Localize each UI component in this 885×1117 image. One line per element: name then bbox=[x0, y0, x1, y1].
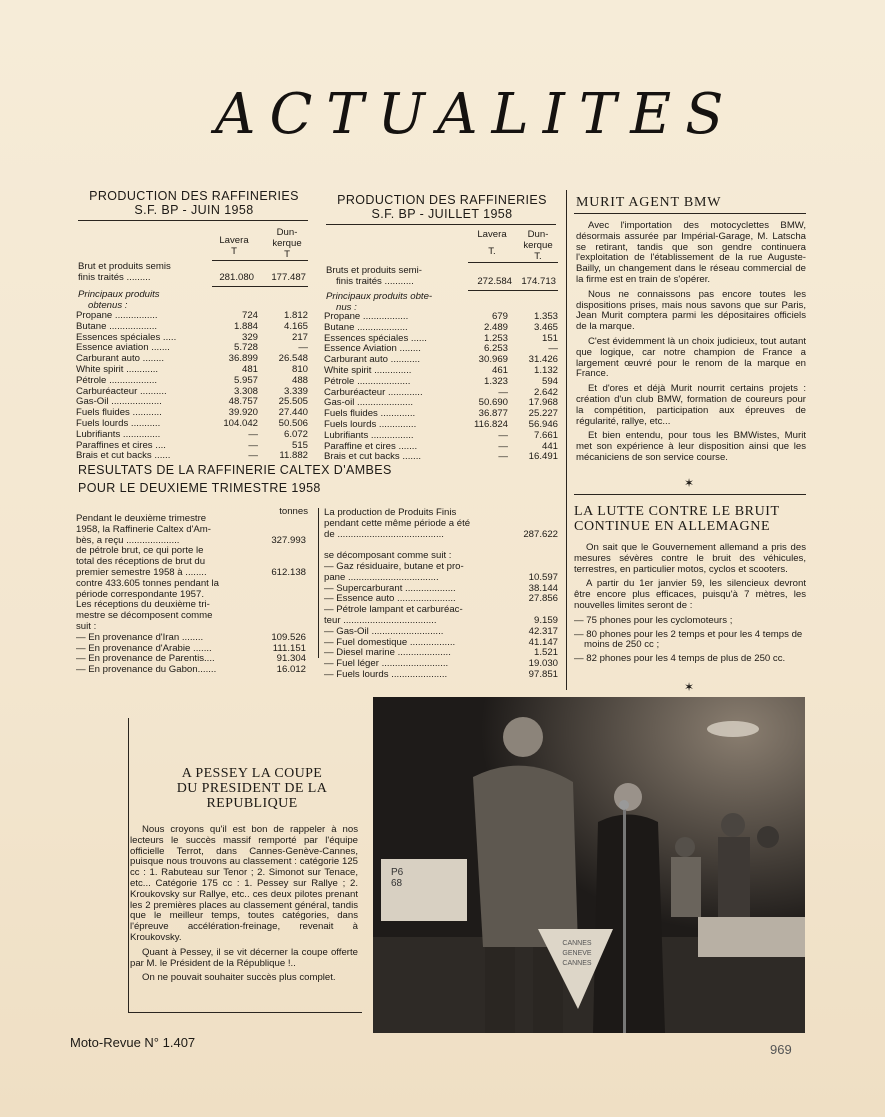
line-value: 287.622 bbox=[523, 528, 558, 540]
row-label: Butane ................... bbox=[324, 322, 408, 333]
row-value-dunkerque: 151 bbox=[541, 332, 558, 344]
row-label: Pétrole .................. bbox=[76, 375, 158, 386]
line-value: 91.304 bbox=[276, 653, 306, 665]
line-value: 27.856 bbox=[528, 593, 558, 605]
row-value-lavera: 679 bbox=[491, 311, 508, 322]
text-line bbox=[324, 616, 558, 627]
juin-col-lavera-line2: T bbox=[231, 245, 237, 257]
line-value: 9.159 bbox=[533, 614, 558, 626]
juillet-col-lavera-line1: Lavera bbox=[477, 229, 507, 240]
murit-paragraph: Et bien entendu, pour tous les BMWistes, Murit met son expérience à leur disposition ainsi que les mécaniciens de son service course. bbox=[576, 430, 806, 463]
text-line bbox=[324, 594, 558, 605]
row-value-lavera: 36.899 bbox=[228, 353, 258, 365]
line-value: 42.317 bbox=[528, 625, 558, 637]
table-row bbox=[324, 452, 558, 463]
row-value-dunkerque: 515 bbox=[291, 439, 308, 451]
line-text: de ........................................ bbox=[324, 529, 444, 540]
line-value bbox=[258, 579, 306, 590]
line-text: — En provenance du Gabon....... bbox=[76, 665, 217, 676]
line-value: 41.147 bbox=[528, 636, 558, 648]
juin-title-rule bbox=[78, 220, 308, 221]
table-row bbox=[324, 355, 558, 366]
juillet-sub-label-line1: Principaux produits obte- bbox=[326, 291, 433, 302]
table-row bbox=[76, 354, 308, 365]
bruit-top-rule bbox=[574, 494, 806, 495]
juin-bruts-v2: 177.487 bbox=[271, 272, 306, 283]
row-value-lavera: — bbox=[498, 429, 508, 441]
line-value bbox=[510, 508, 558, 519]
line-value bbox=[510, 551, 558, 562]
line-text: teur ................................... bbox=[324, 615, 437, 626]
caltex-title-line1: RESULTATS DE LA RAFFINERIE CALTEX D'AMBES bbox=[78, 463, 392, 477]
line-text: contre 433.605 tonnes pendant la bbox=[76, 578, 219, 589]
line-value bbox=[258, 590, 306, 601]
line-text: de pétrole brut, ce qui porte le bbox=[76, 546, 204, 557]
juin-col-dunkerque bbox=[264, 228, 310, 260]
juin-title-line2: S.F. BP - JUIN 1958 bbox=[134, 203, 254, 217]
juin-rows bbox=[76, 311, 308, 462]
row-label: Fuels fluides ............. bbox=[324, 409, 416, 420]
row-value-lavera: 6.253 bbox=[483, 343, 508, 355]
pessey-title bbox=[150, 766, 354, 811]
line-value: 10.597 bbox=[528, 571, 558, 583]
text-line bbox=[76, 579, 306, 590]
juillet-header-rule bbox=[468, 262, 558, 263]
table-row bbox=[76, 343, 308, 354]
line-text: — Fuels lourds ..................... bbox=[324, 669, 448, 680]
juin-title bbox=[78, 189, 310, 217]
row-value-dunkerque: 1.132 bbox=[533, 364, 558, 376]
text-line bbox=[324, 605, 558, 616]
juin-bruts-v1: 281.080 bbox=[219, 272, 254, 283]
line-text: pendant cette même période a été bbox=[324, 518, 471, 529]
text-line bbox=[76, 536, 306, 547]
row-label: Brais et cut backs ....... bbox=[324, 452, 422, 463]
line-text: — Gaz résiduaire, butane et pro- bbox=[324, 561, 464, 572]
text-line bbox=[76, 665, 306, 676]
row-value-lavera: — bbox=[498, 451, 508, 463]
bruit-title-line2: CONTINUE EN ALLEMAGNE bbox=[574, 519, 771, 534]
row-label: Carburéacteur .......... bbox=[76, 386, 167, 397]
murit-body bbox=[576, 221, 806, 468]
row-value-lavera: 461 bbox=[491, 364, 508, 376]
juin-bruts-label-line1: Brut et produits semis bbox=[78, 261, 171, 272]
juillet-col-dunkerque-line2: kerque bbox=[523, 239, 553, 251]
caltex-right-column bbox=[324, 508, 558, 681]
juillet-bruts-label-line2: finis traités ........... bbox=[336, 275, 414, 287]
table-row bbox=[324, 431, 558, 442]
text-line bbox=[324, 627, 558, 638]
text-line bbox=[76, 633, 306, 644]
row-value-dunkerque: 1.353 bbox=[533, 311, 558, 322]
table-row bbox=[76, 451, 308, 462]
murit-title: MURIT AGENT BMW bbox=[576, 195, 722, 210]
row-label: Gas-oil ..................... bbox=[324, 398, 414, 409]
juillet-col-dunkerque-line1: Dun- bbox=[527, 229, 549, 240]
juillet-bruts-label-line1: Bruts et produits semi- bbox=[326, 265, 422, 276]
row-value-dunkerque: 16.491 bbox=[528, 451, 558, 463]
table-row bbox=[324, 377, 558, 388]
pessey-paragraph: Nous croyons qu'il est bon de rappeler à nos lecteurs le succès massif remporté par l'équipe officielle Terrot, dans Cannes-Genève-Cannes, puisque nous trouvons au classement : catégorie 125 cc : 1. Rabuteau sur Tenor ; 2. Simonot sur Tenace, etc... Catégorie 175 cc : 1. Pessey sur Rallye ; 2. Kroukovsky sur Rallye, etc.. ces deux pilotes prenant les 2 premières places au classement général, tandis que le meilleur temps, toutes catégories, dans l'épreuve accélération-freinage, revenait à Kroukovsky. bbox=[130, 824, 358, 943]
line-text: suit : bbox=[76, 621, 97, 632]
table-row bbox=[76, 430, 308, 441]
juin-sub-label-line2: obtenus : bbox=[88, 299, 128, 311]
row-value-dunkerque: 31.426 bbox=[528, 354, 558, 366]
text-line bbox=[76, 525, 306, 536]
table-row bbox=[324, 312, 558, 323]
row-value-dunkerque: 26.548 bbox=[278, 353, 308, 365]
line-text: — Fuel léger ......................... bbox=[324, 659, 449, 670]
text-line bbox=[76, 611, 306, 622]
row-value-lavera: 39.920 bbox=[228, 407, 258, 419]
row-value-dunkerque: 25.505 bbox=[278, 396, 308, 408]
text-line bbox=[324, 670, 558, 681]
row-value-lavera: 48.757 bbox=[228, 396, 258, 408]
line-text: 1958, la Raffinerie Caltex d'Am- bbox=[76, 524, 211, 535]
event-photo bbox=[373, 697, 805, 1033]
juillet-col-dunkerque bbox=[516, 230, 560, 262]
line-value: 109.526 bbox=[271, 631, 306, 643]
table-row bbox=[76, 441, 308, 452]
juillet-title-rule bbox=[326, 224, 556, 225]
murit-paragraph: Et d'ores et déjà Murit nourrit certains projets : création d'un club BMW, formation de coureurs pour la compétition, participation aux épreuves de régularité, rallye, etc... bbox=[576, 383, 806, 427]
row-value-dunkerque: 6.072 bbox=[283, 428, 308, 440]
line-value: 1.521 bbox=[533, 647, 558, 659]
star-separator-1: ✶ bbox=[684, 476, 695, 490]
bruit-title bbox=[574, 504, 806, 534]
row-label: Carburant auto ........... bbox=[324, 355, 420, 366]
line-text: — Fuel domestique ................. bbox=[324, 637, 456, 648]
row-label: Carburéacteur ............. bbox=[324, 387, 423, 398]
line-text bbox=[324, 540, 510, 551]
photo-plate-line2: 68 bbox=[391, 878, 403, 889]
text-line bbox=[324, 648, 558, 659]
table-row bbox=[324, 334, 558, 345]
juillet-bruts-label bbox=[326, 266, 468, 288]
table-row bbox=[76, 408, 308, 419]
text-line bbox=[324, 551, 558, 562]
line-value bbox=[258, 611, 306, 622]
row-value-lavera: 116.824 bbox=[474, 418, 508, 430]
line-value: 612.138 bbox=[271, 566, 306, 578]
event-photo-illustration bbox=[373, 697, 805, 1033]
line-value bbox=[258, 525, 306, 536]
murit-paragraph: Avec l'importation des motocyclettes BMW, désormais assurée par Impérial-Garage, M. Latscha se retirant, tandis que son gendre continuera l'exploitation de l'établissement de la rue Auguste-Bailly, un changement dans le réseau commercial de la firme est en train de s'opérer. bbox=[576, 220, 806, 285]
table-row bbox=[324, 388, 558, 399]
text-line bbox=[76, 546, 306, 557]
caltex-unit: tonnes bbox=[279, 506, 308, 517]
row-label: Essence aviation ....... bbox=[76, 343, 170, 354]
table-row bbox=[324, 409, 558, 420]
table-row bbox=[324, 420, 558, 431]
text-line bbox=[324, 519, 558, 530]
line-value bbox=[258, 514, 306, 525]
juillet-title bbox=[326, 193, 558, 221]
juin-bruts-label bbox=[78, 262, 213, 284]
juillet-sub-label-line2: nus : bbox=[336, 301, 357, 313]
text-line bbox=[76, 568, 306, 579]
line-text: Pendant le deuxième trimestre bbox=[76, 514, 207, 524]
murit-title-rule bbox=[574, 213, 806, 214]
row-value-dunkerque: 25.227 bbox=[528, 408, 558, 420]
caltex-title-line2: POUR LE DEUXIEME TRIMESTRE 1958 bbox=[78, 481, 321, 495]
row-value-dunkerque: 50.506 bbox=[278, 417, 308, 429]
juin-header-rule bbox=[212, 260, 308, 261]
photo-pennant bbox=[555, 939, 599, 969]
photo-pennant-line2: GENEVE bbox=[562, 950, 592, 957]
row-label: White spirit .............. bbox=[324, 365, 412, 376]
line-text: total des réceptions de brut du bbox=[76, 557, 206, 568]
row-value-lavera: 50.690 bbox=[478, 397, 508, 409]
row-label: Lubrifiants .............. bbox=[76, 429, 161, 440]
juin-sub-label bbox=[78, 290, 218, 312]
line-value bbox=[258, 546, 306, 557]
line-value: 38.144 bbox=[528, 582, 558, 594]
row-value-dunkerque: 3.339 bbox=[283, 385, 308, 397]
juillet-col-lavera-line2: T. bbox=[488, 245, 496, 257]
juillet-sub-label bbox=[326, 292, 468, 314]
text-line bbox=[324, 508, 558, 519]
pessey-title-line3: REPUBLIQUE bbox=[206, 796, 298, 811]
row-label: Fuels fluides ........... bbox=[76, 408, 162, 419]
line-text: La production de Produits Finis bbox=[324, 508, 457, 518]
noise-limit-item: — 75 phones pour les cyclomoteurs ; bbox=[574, 614, 733, 626]
line-text: période correspondante 1957. bbox=[76, 589, 205, 600]
juillet-bruts-rule bbox=[468, 290, 558, 291]
line-text: — En provenance de Parentis.... bbox=[76, 654, 215, 665]
line-text: — Essence auto ...................... bbox=[324, 594, 456, 605]
row-value-dunkerque: 1.812 bbox=[283, 310, 308, 321]
juillet-title-line1: PRODUCTION DES RAFFINERIES bbox=[337, 193, 547, 207]
juillet-bruts-v2: 174.713 bbox=[521, 276, 556, 287]
row-value-dunkerque: 4.165 bbox=[283, 320, 308, 332]
line-text: Les réceptions du deuxième tri- bbox=[76, 600, 210, 611]
photo-plate-line1: P6 bbox=[391, 867, 404, 878]
line-text: bès, a reçu .................... bbox=[76, 535, 180, 546]
juin-bruts-rule bbox=[212, 286, 308, 287]
text-line bbox=[324, 540, 558, 551]
juin-bruts-label-line2: finis traités ......... bbox=[78, 271, 151, 283]
page-headline: ACTUALITES bbox=[215, 82, 738, 147]
row-label: Paraffines et cires .... bbox=[76, 440, 166, 451]
juin-col-dunkerque-line2: kerque bbox=[272, 237, 302, 249]
row-value-dunkerque: 441 bbox=[541, 440, 558, 452]
row-value-dunkerque: 17.968 bbox=[528, 397, 558, 409]
row-label: Carburant auto ........ bbox=[76, 354, 164, 365]
caltex-column-divider bbox=[318, 508, 319, 658]
row-label: Propane ................ bbox=[76, 311, 158, 321]
line-value: 111.151 bbox=[272, 642, 306, 654]
text-line bbox=[76, 654, 306, 665]
text-line bbox=[324, 573, 558, 584]
table-row bbox=[324, 344, 558, 355]
row-label: White spirit ............ bbox=[76, 364, 159, 375]
pessey-title-line2: DU PRESIDENT DE LA bbox=[176, 781, 328, 796]
row-label: Essences spéciales ..... bbox=[76, 332, 177, 343]
line-text: — En provenance d'Iran ........ bbox=[76, 632, 204, 643]
footer-issue: Moto-Revue N° 1.407 bbox=[70, 1035, 196, 1050]
pessey-left-rule bbox=[128, 718, 129, 1012]
right-column-divider bbox=[566, 190, 567, 690]
juin-col-dunkerque-line1: Dun- bbox=[276, 227, 298, 238]
row-value-lavera: — bbox=[248, 450, 258, 462]
noise-limit-item: — 80 phones pour les 2 temps et pour les 4 temps de moins de 250 cc ; bbox=[574, 628, 803, 651]
juillet-rows bbox=[324, 312, 558, 463]
table-row bbox=[324, 323, 558, 334]
table-row bbox=[76, 419, 308, 430]
footer-page-number: 969 bbox=[770, 1042, 792, 1057]
text-line bbox=[76, 600, 306, 611]
row-value-dunkerque: 810 bbox=[291, 363, 308, 375]
pessey-paragraph: Quant à Pessey, il se vit décerner la coupe offerte par M. le Président de la République !.. bbox=[130, 946, 358, 969]
text-line bbox=[324, 584, 558, 595]
row-value-dunkerque: — bbox=[298, 342, 308, 354]
text-line bbox=[324, 638, 558, 649]
row-value-lavera: 36.877 bbox=[478, 408, 508, 420]
row-label: Butane .................. bbox=[76, 321, 158, 332]
caltex-title bbox=[78, 463, 468, 495]
row-label: Fuels lourds ........... bbox=[76, 418, 161, 429]
pessey-title-line1: A PESSEY LA COUPE bbox=[181, 766, 323, 781]
row-label: Pétrole .................... bbox=[324, 376, 411, 387]
row-label: Paraffine et cires ....... bbox=[324, 441, 418, 452]
table-row bbox=[76, 311, 308, 322]
line-value: 19.030 bbox=[528, 658, 558, 670]
row-value-lavera: 1.884 bbox=[233, 320, 258, 332]
juillet-title-line2: S.F. BP - JUILLET 1958 bbox=[371, 207, 513, 221]
row-value-lavera: — bbox=[498, 386, 508, 398]
line-text: — Supercarburant ................... bbox=[324, 583, 456, 594]
pessey-paragraph: On ne pouvait souhaiter succès plus complet. bbox=[142, 972, 336, 984]
row-label: Propane ................. bbox=[324, 312, 409, 322]
juin-col-lavera bbox=[212, 236, 256, 258]
line-text: mestre se décomposent comme bbox=[76, 611, 213, 622]
row-value-lavera: 3.308 bbox=[233, 385, 258, 397]
row-value-dunkerque: 11.882 bbox=[279, 450, 308, 462]
line-text: pane .................................. bbox=[324, 572, 439, 583]
line-value: 16.012 bbox=[276, 664, 306, 676]
juin-sub-label-line1: Principaux produits bbox=[78, 289, 160, 300]
text-line bbox=[76, 590, 306, 601]
juillet-col-lavera bbox=[470, 230, 514, 258]
line-text: — Diesel marine .................... bbox=[324, 648, 451, 659]
row-label: Brais et cut backs ...... bbox=[76, 451, 171, 462]
bruit-body bbox=[574, 543, 806, 668]
table-row bbox=[76, 376, 308, 387]
row-value-lavera: 5.957 bbox=[233, 374, 258, 386]
row-value-lavera: 1.253 bbox=[483, 332, 508, 344]
row-value-dunkerque: 56.946 bbox=[528, 418, 558, 430]
table-row bbox=[324, 398, 558, 409]
line-text: premier semestre 1958 à ........ bbox=[76, 567, 207, 578]
row-value-dunkerque: 7.661 bbox=[533, 429, 558, 441]
table-row bbox=[76, 387, 308, 398]
photo-pennant-line1: CANNES bbox=[562, 940, 592, 947]
row-value-dunkerque: 3.465 bbox=[533, 321, 558, 333]
table-row bbox=[76, 397, 308, 408]
murit-paragraph: Nous ne connaissons pas encore toutes les dispositions prises, mais nous savons que sur Paris, Jean Murit comptera parmi les dépositaires officiels de la marque. bbox=[576, 288, 806, 333]
text-line bbox=[76, 514, 306, 525]
row-label: Gas-Oil ................... bbox=[76, 397, 162, 408]
row-label: Lubrifiants ................ bbox=[324, 430, 414, 441]
line-value bbox=[510, 540, 558, 551]
line-value: 327.993 bbox=[271, 534, 306, 546]
row-value-lavera: 2.489 bbox=[483, 321, 508, 333]
row-value-lavera: 724 bbox=[241, 310, 258, 321]
text-line bbox=[324, 562, 558, 573]
juin-col-lavera-line1: Lavera bbox=[219, 235, 249, 246]
row-value-lavera: — bbox=[498, 440, 508, 452]
row-value-dunkerque: 217 bbox=[291, 331, 308, 343]
murit-paragraph: C'est évidemment là un choix judicieux, tout autant que logique, car notre champion de France a largement œuvré pour le renom de la marque en France. bbox=[576, 335, 806, 380]
row-value-lavera: — bbox=[248, 439, 258, 451]
pessey-bottom-rule bbox=[128, 1012, 362, 1013]
noise-limit-item: — 82 phones pour les 4 temps de plus de 250 cc. bbox=[574, 653, 786, 665]
row-value-dunkerque: — bbox=[548, 343, 558, 355]
bruit-paragraph: A partir du 1er janvier 59, les silencieux devront être encore plus efficaces, puisqu'à 7 mètres, les nouvelles limites seront de : bbox=[574, 578, 806, 611]
star-separator-2: ✶ bbox=[684, 680, 695, 694]
text-line bbox=[324, 659, 558, 670]
row-value-lavera: 1.323 bbox=[483, 375, 508, 387]
juin-title-line1: PRODUCTION DES RAFFINERIES bbox=[89, 189, 299, 203]
line-text: — Pétrole lampant et carburéac- bbox=[324, 605, 463, 616]
caltex-left-column bbox=[76, 514, 306, 676]
row-value-lavera: 5.728 bbox=[233, 342, 258, 354]
row-value-dunkerque: 594 bbox=[541, 375, 558, 387]
pessey-body bbox=[130, 825, 358, 988]
table-row bbox=[324, 442, 558, 453]
row-value-lavera: 104.042 bbox=[223, 417, 258, 429]
row-value-lavera: 481 bbox=[241, 363, 258, 375]
line-text: se décomposant comme suit : bbox=[324, 551, 452, 562]
row-value-dunkerque: 27.440 bbox=[278, 407, 308, 419]
row-value-lavera: 30.969 bbox=[478, 354, 508, 366]
line-value bbox=[258, 600, 306, 611]
table-row bbox=[76, 333, 308, 344]
table-row bbox=[324, 366, 558, 377]
juillet-col-dunkerque-line3: T. bbox=[534, 250, 542, 262]
text-line bbox=[324, 530, 558, 541]
text-line bbox=[76, 644, 306, 655]
bruit-paragraph: On sait que le Gouvernement allemand a pris des mesures sévères contre le bruit des véhicules, terrestres, en particulier motos, cyclos et scooters. bbox=[574, 542, 806, 575]
row-label: Fuels lourds .............. bbox=[324, 419, 417, 430]
juillet-bruts-v1: 272.584 bbox=[477, 276, 512, 287]
juin-col-dunkerque-line3: T bbox=[284, 248, 290, 260]
line-value bbox=[510, 519, 558, 530]
line-text: — En provenance d'Arabie ....... bbox=[76, 643, 212, 654]
row-value-lavera: 329 bbox=[241, 331, 258, 343]
bruit-title-line1: LA LUTTE CONTRE LE BRUIT bbox=[574, 504, 780, 519]
row-label: Essences spéciales ...... bbox=[324, 333, 427, 344]
row-label: Essence Aviation ........ bbox=[324, 344, 421, 355]
photo-pennant-line3: CANNES bbox=[562, 960, 592, 967]
row-value-dunkerque: 2.642 bbox=[533, 386, 558, 398]
line-text: — Gas-Oil ........................... bbox=[324, 626, 444, 637]
table-row bbox=[76, 322, 308, 333]
line-value: 97.851 bbox=[528, 668, 558, 680]
row-value-lavera: — bbox=[248, 428, 258, 440]
table-row bbox=[76, 365, 308, 376]
row-value-dunkerque: 488 bbox=[291, 374, 308, 386]
photo-plate bbox=[391, 867, 403, 889]
